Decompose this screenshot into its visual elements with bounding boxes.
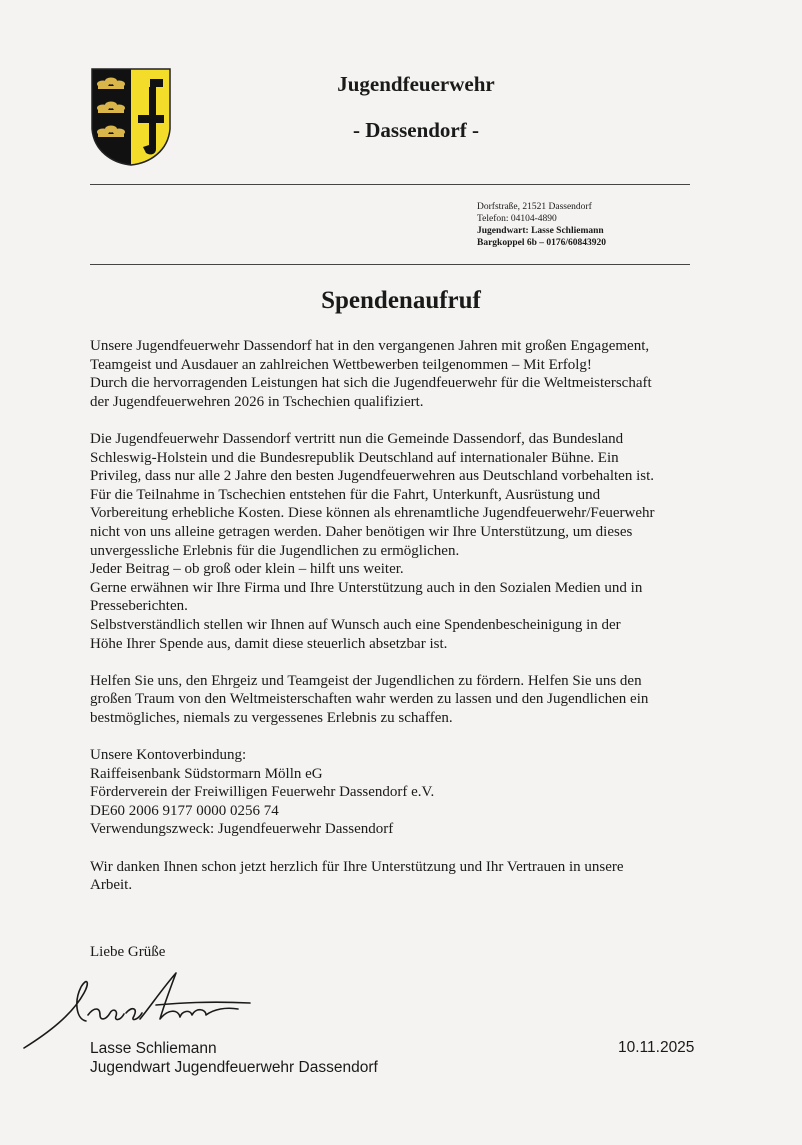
contact-address: Dorfstraße, 21521 Dassendorf	[477, 202, 592, 212]
body-line: großen Traum von den Weltmeisterschaften wahr werden zu lassen und den Jugendlichen ein	[90, 691, 649, 708]
body-line: Selbstverständlich stellen wir Ihnen auf Wunsch auch eine Spendenbescheinigung in der	[90, 616, 621, 633]
letter-title: Spendenaufruf	[321, 287, 481, 314]
body-line: Privileg, dass nur alle 2 Jahre den besten Jugendfeuerwehren aus Deutschland vorbehalten ist.	[90, 468, 654, 485]
paragraph-thanks	[90, 858, 720, 895]
body-line: Für die Teilnahme in Tschechien entstehen für die Fahrt, Unterkunft, Ausrüstung und	[90, 486, 601, 503]
body-line: Vorbereitung erhebliche Kosten. Diese können als ehrenamtliche Jugendfeuerwehr/Feuerwehr	[90, 505, 655, 522]
letter-body	[90, 337, 720, 913]
contact-phone: Telefon: 04104-4890	[477, 214, 557, 224]
paragraph-achievement	[90, 337, 720, 411]
body-line: nicht von uns alleine getragen werden. Daher benötigen wir Ihre Unterstützung, um dieses	[90, 523, 633, 540]
body-line: unvergessliche Erlebnis für die Jugendlichen zu ermöglichen.	[90, 542, 460, 559]
paragraph-request	[90, 430, 720, 653]
body-line: bestmögliches, niemals zu vergessenes Erlebnis zu schaffen.	[90, 709, 453, 726]
letter-date: 10.11.2025	[618, 1039, 695, 1056]
body-line: Schleswig-Holstein und die Bundesrepublik Deutschland auf internationaler Bühne. Ein	[90, 449, 619, 466]
org-name-line2: - Dassendorf -	[353, 118, 479, 142]
body-line: Gerne erwähnen wir Ihre Firma und Ihre Unterstützung auch in den Sozialen Medien und in	[90, 579, 643, 596]
body-line: Verwendungszweck: Jugendfeuerwehr Dassendorf	[90, 821, 394, 838]
body-line: Jeder Beitrag – ob groß oder klein – hilft uns weiter.	[90, 561, 404, 578]
paragraph-bank-details	[90, 746, 720, 839]
iban: DE60 2006 9177 0000 0256 74	[90, 802, 279, 819]
signer-role: Jugendwart Jugendfeuerwehr Dassendorf	[90, 1059, 378, 1076]
fire-brigade-crest-icon	[90, 67, 172, 167]
signer-block	[90, 1039, 378, 1077]
body-line: Höhe Ihrer Spende aus, damit diese steuerlich absetzbar ist.	[90, 635, 448, 652]
paragraph-appeal	[90, 672, 720, 728]
body-line: Durch die hervorragenden Leistungen hat sich die Jugendfeuerwehr für die Weltmeisterschaft	[90, 375, 652, 392]
body-line: Presseberichten.	[90, 598, 188, 615]
body-line: Arbeit.	[90, 877, 133, 894]
body-line: der Jugendfeuerwehren 2026 in Tschechien qualifiziert.	[90, 393, 424, 410]
body-line: Unsere Jugendfeuerwehr Dassendorf hat in den vergangenen Jahren mit großen Engagement,	[90, 338, 650, 354]
body-line: Die Jugendfeuerwehr Dassendorf vertritt nun die Gemeinde Dassendorf, das Bundesland	[90, 430, 624, 447]
body-line: Raiffeisenbank Südstormarn Mölln eG	[90, 765, 323, 782]
header-divider	[90, 184, 690, 185]
closing-greeting: Liebe Grüße	[90, 944, 166, 960]
body-line: Unsere Kontoverbindung:	[90, 747, 247, 764]
body-line: Wir danken Ihnen schon jetzt herzlich für Ihre Unterstützung und Ihr Vertrauen in unsere	[90, 858, 624, 875]
org-name-line1: Jugendfeuerwehr	[337, 72, 495, 96]
contact-warden: Jugendwart: Lasse Schliemann	[477, 226, 604, 236]
contact-warden-address: Bargkoppel 6b – 0176/60843920	[477, 238, 607, 248]
body-line: Förderverein der Freiwilligen Feuerwehr Dassendorf e.V.	[90, 784, 435, 801]
body-line: Helfen Sie uns, den Ehrgeiz und Teamgeist der Jugendlichen zu fördern. Helfen Sie uns den	[90, 672, 642, 689]
signer-name: Lasse Schliemann	[90, 1040, 217, 1057]
contact-block	[477, 201, 606, 249]
body-line: Teamgeist und Ausdauer an zahlreichen Wettbewerben teilgenommen – Mit Erfolg!	[90, 356, 592, 373]
contact-divider	[90, 264, 690, 265]
